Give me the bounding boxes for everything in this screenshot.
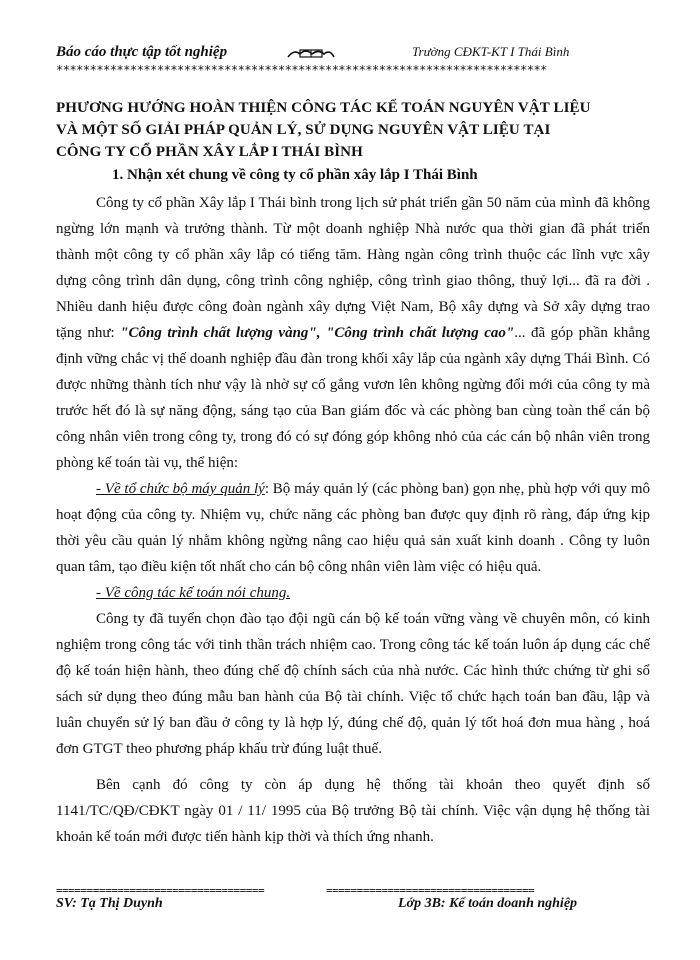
management-label: - Về tổ chức bộ máy quản lý: [96, 481, 265, 497]
section-heading: 1. Nhận xét chung về công ty cổ phần xây lắp I Thái Bình: [112, 167, 478, 183]
footer-student-name: SV: Tạ Thị Duynh: [56, 896, 163, 911]
paragraph-1: [56, 190, 650, 476]
footer-rule-right: ==================================: [326, 884, 535, 897]
paragraph-3: [56, 580, 650, 606]
footer-rule-left: ==================================: [56, 884, 265, 897]
header-school-name: Trường CĐKT-KT I Thái Bình: [412, 44, 570, 59]
footer-class-name: Lớp 3B: Kế toán doanh nghiệp: [398, 896, 578, 911]
title-line-2: VÀ MỘT SỐ GIẢI PHÁP QUẢN LÝ, SỬ DỤNG NGUYÊN VẬT LIỆU TẠI: [56, 122, 551, 138]
book-ornament-icon: [286, 46, 336, 60]
title-line-3: CÔNG TY CỔ PHẦN XÂY LẮP I THÁI BÌNH: [56, 144, 363, 160]
paragraph-5: Bên cạnh đó công ty còn áp dụng hệ thống tài khoản theo quyết định số 1141/TC/QĐ/CĐKT ngày 01 / 11/ 1995 của Bộ trưởng Bộ tài chính. Việc vận dụng hệ thống tài khoản kế toán mới được tiến hành kịp thời và thích ứng nhanh.: [56, 777, 650, 845]
paragraph-2-text: : Bộ máy quản lý (các phòng ban) gọn nhẹ, phù hợp với quy mô hoạt động của công ty. Nhiệm vụ, chức năng các phòng ban được quy định rõ ràng, đáp ứng kịp thời yêu cầu quản lý nhằm không ngừng nâng cao hiệu quả sản xuất kinh doanh . Công ty luôn quan tâm, tạo điều kiện tốt nhất cho cán bộ công nhân viên làm việc có hiệu quả.: [56, 481, 650, 575]
paragraph-2: [56, 476, 650, 580]
document-body: [56, 190, 650, 850]
header-report-title: Báo cáo thực tập tốt nghiệp: [56, 44, 228, 60]
paragraph-1-text-b: ... đã góp phần khẳng định vững chắc vị thế doanh nghiệp đầu đàn trong khối xây lắp của ngành xây dựng Thái Bình. Có được những thành tích như vậy là nhờ sự cố gắng vươn lên không ngừng đổi mới của công ty mà trước hết đó là sự năng động, sáng tạo của Ban giám đốc và các phòng ban cùng toàn thể cán bộ công nhân viên trong công ty, trong đó có sự đóng góp không nhỏ của các cán bộ nhân viên trong phòng kế toán tài vụ, thể hiện:: [56, 325, 650, 471]
header-star-divider: *************************************************************************: [56, 63, 547, 77]
chapter-title: [56, 97, 656, 163]
accounting-label: - Về công tác kế toán nói chung.: [96, 585, 291, 601]
title-line-1: PHƯƠNG HƯỚNG HOÀN THIỆN CÔNG TÁC KẾ TOÁN NGUYÊN VẬT LIỆU: [56, 100, 591, 116]
award-quote: "Công trình chất lượng vàng", "Công trình chất lượng cao": [120, 325, 515, 341]
paragraph-1-text-a: Công ty cổ phần Xây lắp I Thái bình trong lịch sử phát triển gần 50 năm của mình đã không ngừng lớn mạnh và trưởng thành. Từ một doanh nghiệp Nhà nước qua thời gian đã phát triển thành một công ty cổ phần xây lắp có tiếng tăm. Hàng ngàn công trình thuộc các lĩnh vực xây dựng công trình dân dụng, công trình công nghiệp, công trình giao thông, thuỷ lợi... đã ra đời . Nhiều danh hiệu được công đoàn ngành xây dựng Việt Nam, Bộ xây dựng và Sở xây dựng trao tặng như:: [56, 195, 650, 341]
paragraph-4: Công ty đã tuyển chọn đào tạo đội ngũ cán bộ kế toán vững vàng về chuyên môn, có kinh nghiệm trong công tác với tinh thần trách nhiệm cao. Trong công tác kế toán luôn áp dụng các chế độ kế toán hiện hành, theo đúng chế độ chính sách của nhà nước. Các hình thức chứng từ ghi sổ sách sử dụng theo đúng mẫu ban hành của Bộ tài chính. Việc tổ chức hạch toán ban đầu, lập và luân chuyển sử lý ban đầu ở công ty là hợp lý, đúng chế độ, quản lý tốt hoá đơn mua hàng , hoá đơn GTGT theo phương pháp khấu trừ đúng luật thuế.: [56, 611, 650, 757]
